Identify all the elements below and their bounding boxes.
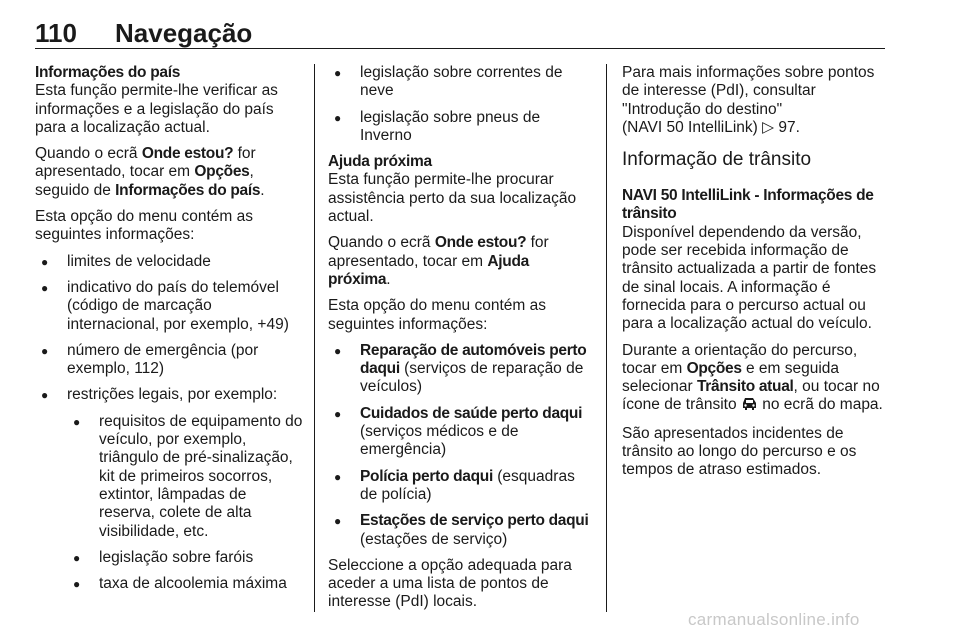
paragraph: Esta opção do menu contém as seguintes informações: bbox=[328, 297, 546, 333]
list-item: ● indicativo do país do telemóvel (código de marcação internacional, por exemplo, +49) bbox=[35, 279, 303, 334]
bullet-list bbox=[35, 253, 303, 594]
page-number: 110 bbox=[35, 18, 77, 48]
section-heading: Ajuda próxima bbox=[328, 153, 432, 171]
paragraph: Quando o ecrã Onde estou? for apresentado, tocar em Opções, seguido de Informações do país. bbox=[35, 145, 265, 199]
list-item: ● Polícia perto daqui (esquadras de polícia) bbox=[328, 468, 593, 505]
paragraph: Seleccione a opção adequada para aceder a uma lista de pontos de interesse (PdI) locais. bbox=[328, 556, 572, 611]
list-item: ● legislação sobre pneus de Inverno bbox=[328, 109, 593, 146]
paragraph: Esta função permite-lhe verificar as informações e a legislação do país para a localização actual. bbox=[35, 82, 278, 136]
list-item: ● legislação sobre faróis bbox=[67, 549, 303, 567]
paragraph: Disponível dependendo da versão, pode ser recebida informação de trânsito actualizada a partir de fontes de sinal locais. A informação é fornecida para o percurso actual ou para a localização actual do veículo. bbox=[622, 223, 877, 333]
list-item: ● limites de velocidade bbox=[35, 253, 303, 271]
paragraph: Durante a orientação do percurso, tocar em Opções e em seguida selecionar Trânsito atual, ou tocar no ícone de trânsito no ecrã do mapa. bbox=[622, 342, 887, 417]
page-title: Navegação bbox=[115, 18, 253, 48]
page-header bbox=[35, 18, 885, 49]
list-item: ● número de emergência (por exemplo, 112) bbox=[35, 342, 303, 379]
section-heading: NAVI 50 IntelliLink - Informações de trânsito bbox=[622, 187, 874, 223]
nested-bullet-list bbox=[67, 413, 303, 594]
list-item: ● Cuidados de saúde perto daqui (serviços médicos e de emergência) bbox=[328, 405, 593, 460]
paragraph: São apresentados incidentes de trânsito ao longo do percurso e os tempos de atraso estimados. bbox=[622, 424, 857, 479]
watermark: carmanualsonline.info bbox=[688, 610, 860, 629]
section-heading: Informações do país bbox=[35, 64, 181, 81]
list-item: ● Estações de serviço perto daqui (estações de serviço) bbox=[328, 512, 593, 549]
column-divider bbox=[606, 64, 607, 612]
paragraph: Esta opção do menu contém as seguintes informações: bbox=[35, 208, 253, 244]
column-1 bbox=[35, 64, 303, 601]
column-divider bbox=[314, 64, 315, 612]
bullet-list bbox=[328, 342, 593, 549]
column-3 bbox=[622, 64, 887, 488]
list-item: ● requisitos de equipamento do veículo, por exemplo, triângulo de pré-sinalização, kit de primeiros socorros, extintor, lâmpadas de reserva, colete de alta visibilidade, etc. bbox=[67, 413, 303, 541]
list-item: ● Reparação de automóveis perto daqui (serviços de reparação de veículos) bbox=[328, 342, 593, 397]
column-2 bbox=[328, 64, 593, 620]
traffic-car-icon bbox=[741, 396, 758, 416]
paragraph: Para mais informações sobre pontos de interesse (PdI), consultar "Introdução do destino" (NAVI 50 IntelliLink) ▷ 97. bbox=[622, 64, 875, 136]
bullet-list bbox=[328, 64, 593, 145]
list-item: ● taxa de alcoolemia máxima bbox=[67, 575, 303, 593]
list-item: ● restrições legais, por exemplo: ● requisitos de equipamento do veículo, por exemplo, triângulo de pré-sinalização, kit de primeiros socorros, extintor, lâmpadas de reserva, colete de alta visibilidade, etc. ● legislação sobre faróis ● taxa de alcoolemia máxima bbox=[35, 386, 303, 593]
paragraph: Quando o ecrã Onde estou? for apresentado, tocar em Ajuda próxima. bbox=[328, 234, 549, 288]
paragraph: Esta função permite-lhe procurar assistência perto da sua localização actual. bbox=[328, 171, 577, 226]
list-item: ● legislação sobre correntes de neve bbox=[328, 64, 593, 101]
section-title: Informação de trânsito bbox=[622, 149, 812, 171]
